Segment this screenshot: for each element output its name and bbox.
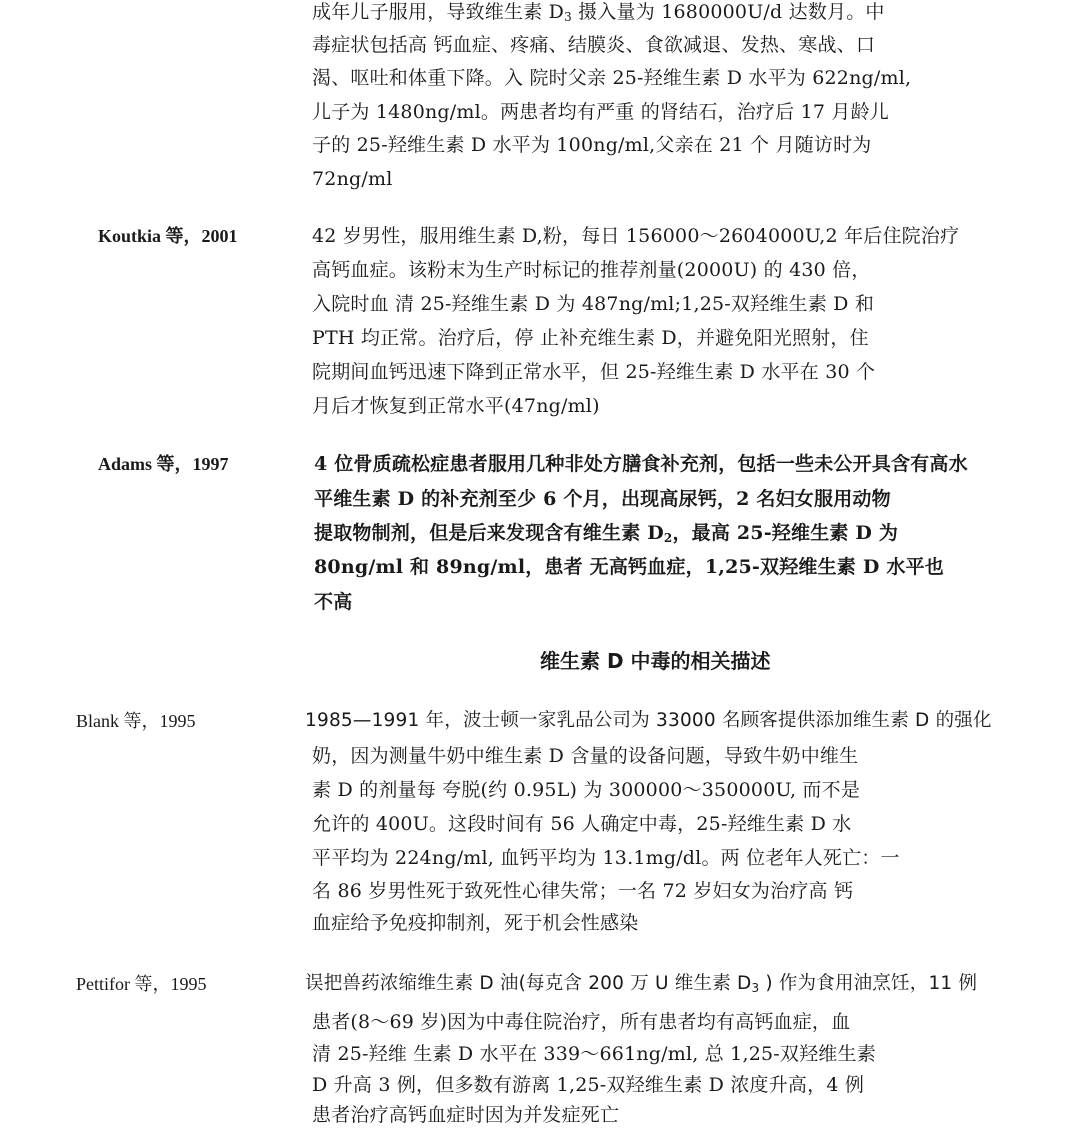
entry3-line1: 奶，因为测量牛奶中维生素 D 含量的设备问题，导致牛奶中维生 — [312, 745, 859, 767]
entry3-line6: 血症给予免疫抑制剂，死于机会性感染 — [312, 912, 639, 934]
author-koutkia: Koutkia 等，2001 — [98, 226, 238, 246]
entry3-line3: 允许的 400U。这段时间有 56 人确定中毒，25-羟维生素 D 水 — [312, 813, 852, 835]
entry2-line1: 平维生素 D 的补充剂至少 6 个月，出现高尿钙，2 名妇女服用动物 — [314, 488, 891, 510]
entry3-line4: 平平均为 224ng/ml, 血钙平均为 13.1mg/dl。两 位老年人死亡：一 — [312, 847, 900, 869]
entry1-line4: 院期间血钙迅速下降到正常水平，但 25-羟维生素 D 水平在 30 个 — [312, 361, 876, 383]
entry4-line0: 误把兽药浓缩维生素 D 油(每克含 200 万 U 维生素 $D_3$ ) 作为食用油烹饪，11 例 — [305, 973, 978, 995]
entry1-line2: 入院时血 清 25-羟维生素 D 为 487ng/ml;1,25-双羟维生素 D 和 — [312, 293, 875, 315]
entry1-line1: 高钙血症。该粉末为生产时标记的推荐剂量(2000U) 的 430 倍， — [312, 259, 871, 281]
author-blank: Blank 等，1995 — [76, 711, 196, 731]
entry0-line1: 毒症状包括高 钙血症、疼痛、结膜炎、食欲减退、发热、寒战、口 — [312, 34, 876, 56]
entry0-line5: 72ng/ml — [312, 168, 393, 190]
entry4-line3: D 升高 3 例，但多数有游离 1,25-双羟维生素 D 浓度升高，4 例 — [312, 1074, 865, 1096]
entry0-line2: 渴、呕吐和体重下降。入 院时父亲 25-羟维生素 D 水平为 622ng/ml, — [312, 67, 912, 89]
entry0-line4: 子的 25-羟维生素 D 水平为 100ng/ml,父亲在 21 个 月随访时为 — [312, 134, 872, 156]
author-pettifor: Pettifor 等，1995 — [76, 974, 207, 994]
entry4-line2: 清 25-羟维 生素 D 水平在 339～661ng/ml, 总 1,25-双羟维生素 — [312, 1043, 876, 1065]
entry2-line3: 80ng/ml 和 89ng/ml，患者 无高钙血症，1,25-双羟维生素 D 水平也 — [314, 556, 944, 578]
entry1-line5: 月后才恢复到正常水平(47ng/ml) — [312, 395, 600, 417]
entry0-line0: 成年儿子服用，导致维生素 $D_3$ 摄入量为 1680000U/d 达数月。中 — [312, 1, 885, 24]
entry4-line1: 患者(8～69 岁)因为中毒住院治疗，所有患者均有高钙血症，血 — [312, 1011, 851, 1033]
entry4-line4: 患者治疗高钙血症时因为并发症死亡 — [312, 1104, 620, 1126]
entry2-line4: 不高 — [314, 591, 353, 613]
entry1-line3: PTH 均正常。治疗后，停 止补充维生素 D，并避免阳光照射，住 — [312, 327, 869, 349]
entry1-line0: 42 岁男性，服用维生素 D,粉，每日 156000～2604000U,2 年后住院治疗 — [312, 225, 960, 247]
entry2-line0: 4 位骨质疏松症患者服用几种非处方膳食补充剂，包括一些未公开具含有高水 — [314, 453, 968, 475]
entry3-line0: 1985—1991 年，波士顿一家乳品公司为 33000 名顾客提供添加维生素 D 的强化 — [305, 710, 992, 731]
entry3-line2: 素 D 的剂量每 夸脱(约 0.95L) 为 300000～350000U, 而不是 — [312, 779, 861, 801]
entry0-line3: 儿子为 1480ng/ml。两患者均有严重 的肾结石，治疗后 17 月龄儿 — [312, 101, 889, 123]
entry2-line2: 提取物制剂，但是后来发现含有维生素 $D_2$，最高 25-羟维生素 D 为 — [314, 522, 899, 545]
entry3-line5: 名 86 岁男性死于致死性心律失常；一名 72 岁妇女为治疗高 钙 — [312, 880, 854, 902]
section-title: 维生素 D 中毒的相关描述 — [540, 649, 771, 673]
author-adams: Adams 等，1997 — [98, 454, 229, 474]
